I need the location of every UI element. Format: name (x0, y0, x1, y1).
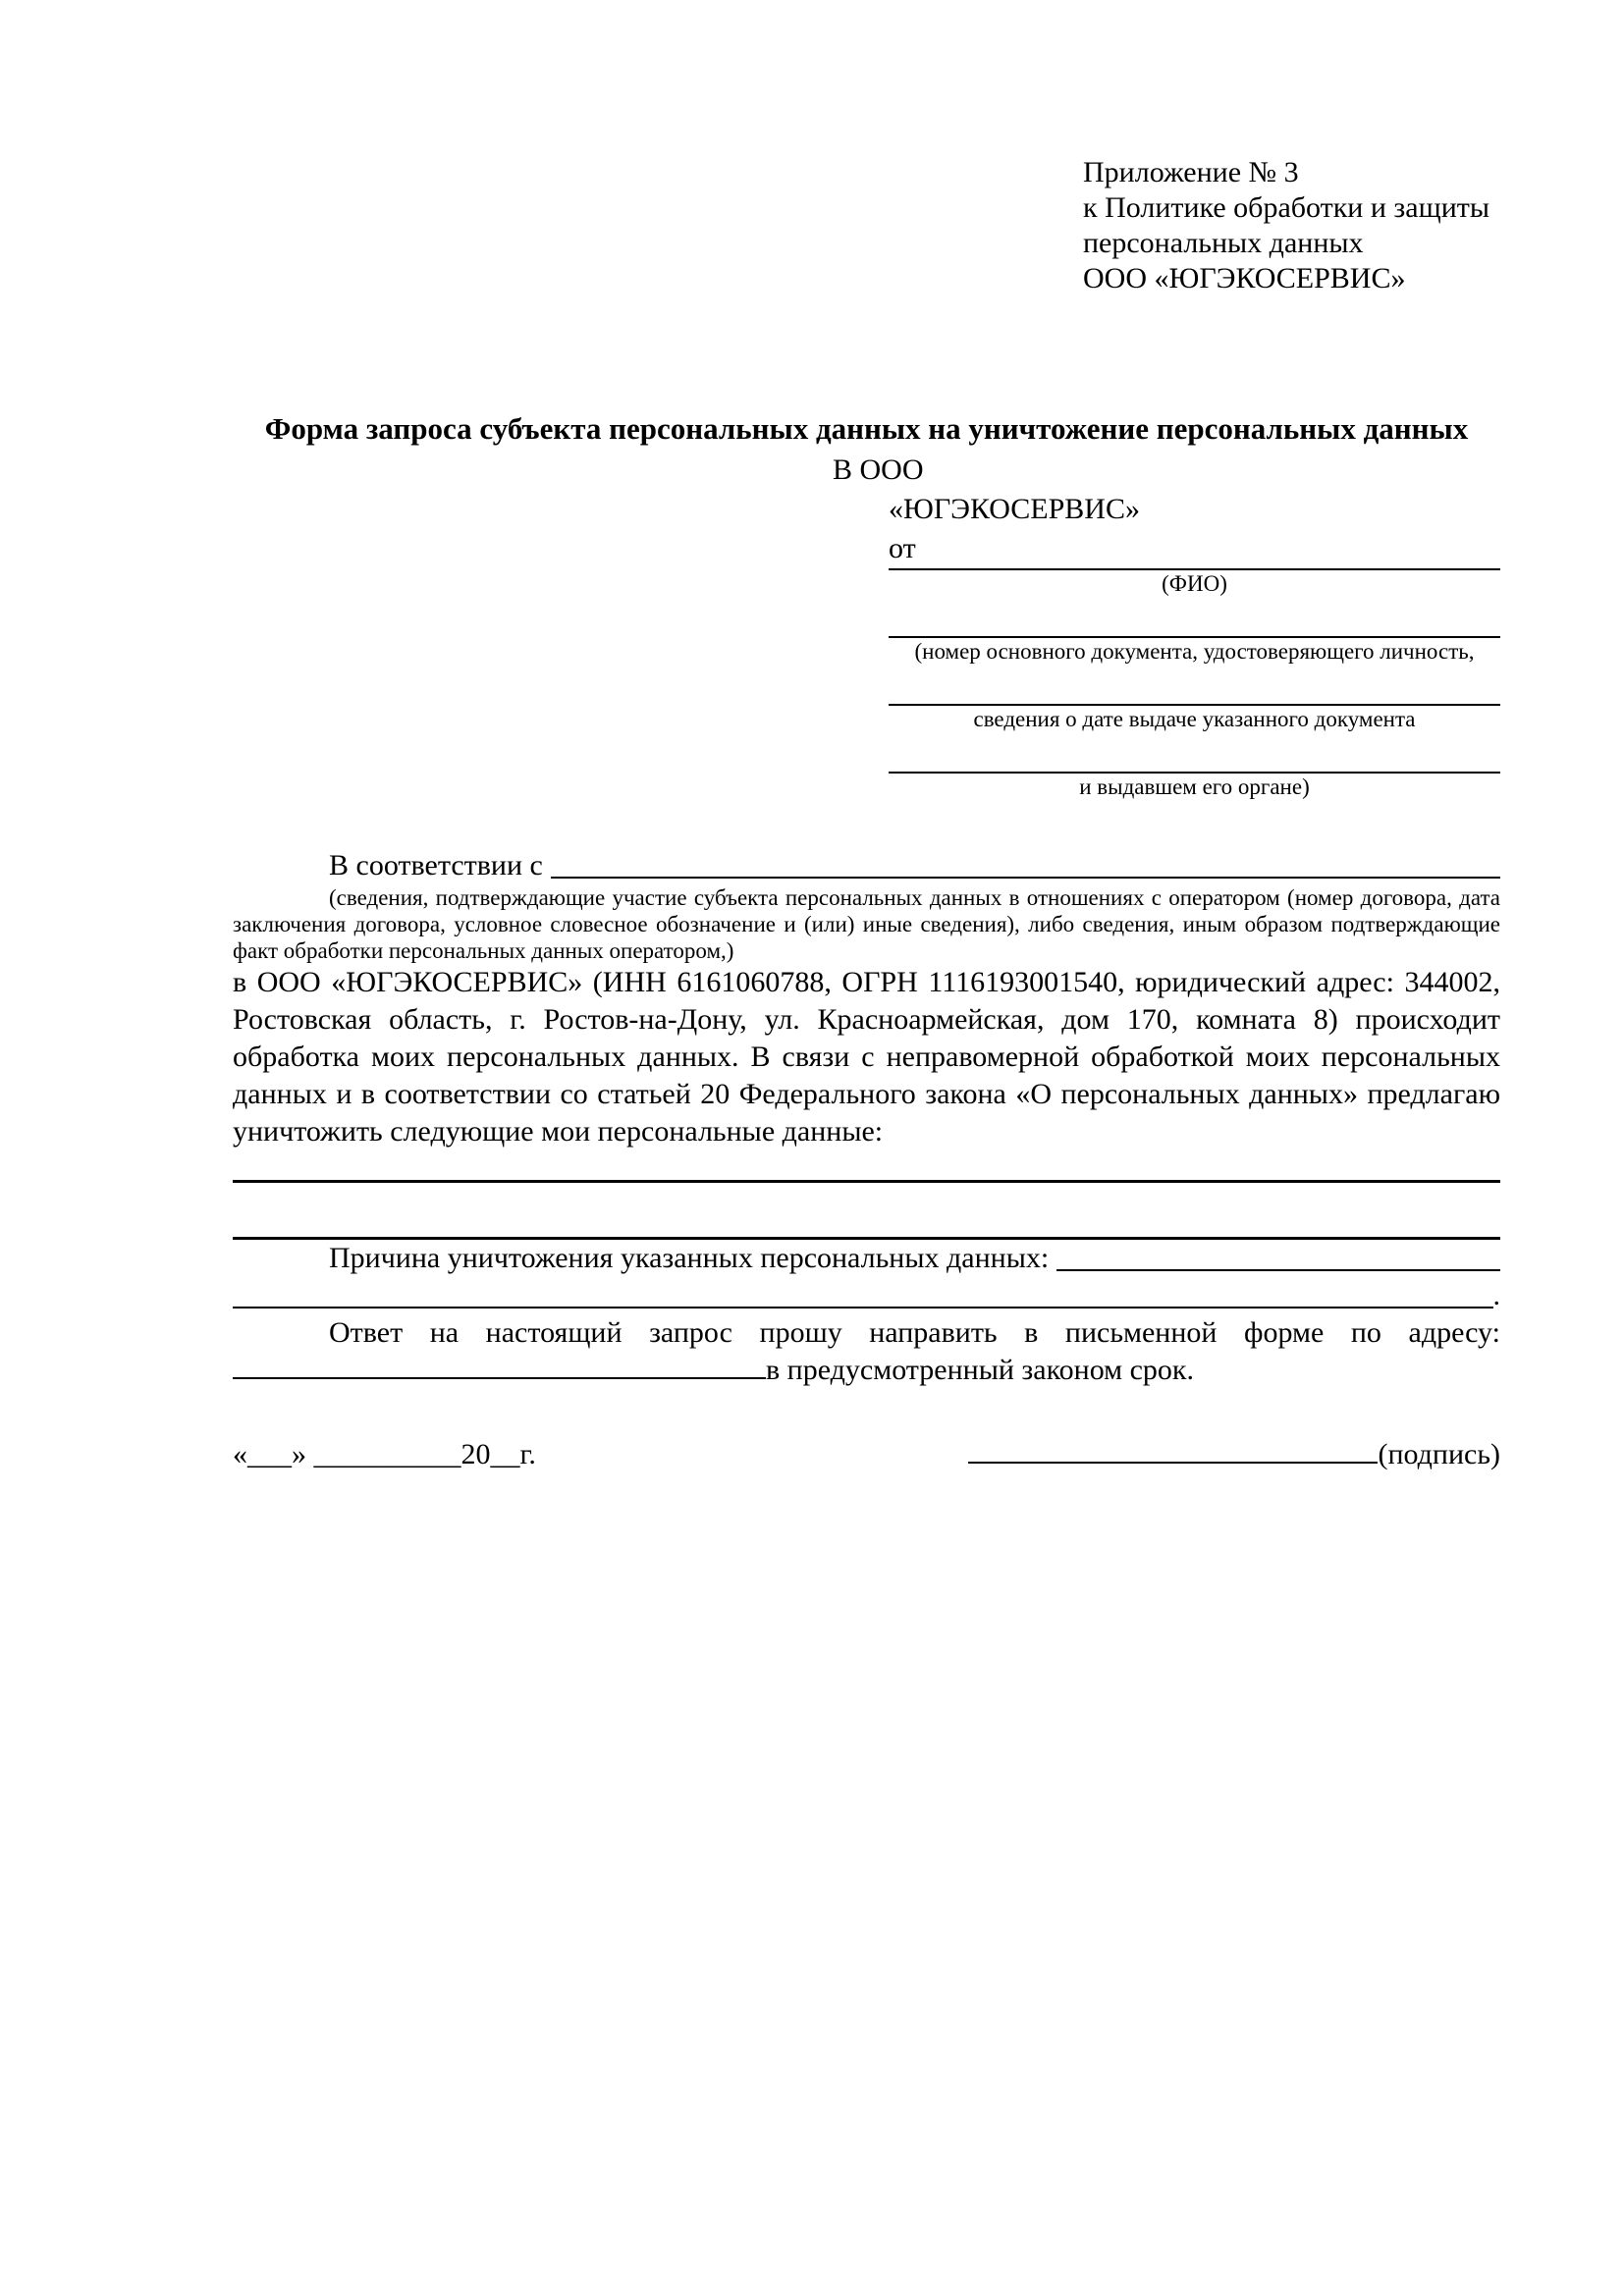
document-title: Форма запроса субъекта персональных данных на уничтожение персональных данных (264, 411, 1469, 446)
date-field[interactable]: «___» __________20__г. (233, 1438, 536, 1470)
personal-data-input-line-1[interactable] (233, 1150, 1500, 1183)
signature-caption: (подпись) (1378, 1438, 1500, 1470)
document-number-caption: (номер основного документа, удостоверяющего личность, (914, 639, 1475, 664)
appendix-header-line: ООО «ЮГЭКОСЕРВИС» (1083, 262, 1406, 294)
reason-row (233, 1240, 1500, 1277)
addressee-from-label: от (889, 532, 916, 564)
accordance-note: (сведения, подтверждающие участие субъекта персональных данных в отношениях с оператором (номер договора, дата заключения договора, условное словесное обозначение и (или) иные сведения), либо сведения, иным образом подтверждающие факт обработки персональных данных оператором,) (233, 885, 1500, 963)
signature-group (968, 1436, 1500, 1473)
response-tail: в предусмотренный законом срок. (766, 1354, 1194, 1386)
reason-period: . (1492, 1279, 1500, 1311)
accordance-lead: В соответствии с (329, 849, 543, 881)
addressee-intro: В ООО (833, 454, 924, 486)
fio-caption: (ФИО) (1162, 571, 1227, 596)
reason-input-line-2[interactable] (233, 1277, 1493, 1308)
signature-input-line[interactable] (968, 1462, 1378, 1464)
accordance-input-line[interactable] (551, 847, 1500, 879)
addressee-org: «ЮГЭКОСЕРВИС» (889, 493, 1140, 525)
address-input-line[interactable] (233, 1377, 766, 1379)
appendix-header (1083, 155, 1500, 296)
appendix-header-line: к Политике обработки и защиты (1083, 191, 1490, 224)
issue-date-caption: сведения о дате выдаче указанного документа (973, 707, 1416, 731)
issuing-authority-caption: и выдавшем его органе) (1079, 774, 1310, 799)
appendix-header-line: Приложение № 3 (1083, 156, 1299, 188)
addressee-block (233, 451, 1500, 800)
response-lead: Ответ на настоящий запрос прошу направить в письменной форме по адресу: (329, 1316, 1500, 1349)
reason-lead: Причина уничтожения указанных персональных данных: (329, 1242, 1050, 1274)
signature-footer (233, 1436, 1500, 1473)
body-paragraph: в ООО «ЮГЭКОСЕРВИС» (ИНН 6161060788, ОГРН 1116193001540, юридический адрес: 344002, Ростовская область, г. Ростов-на-Дону, ул. Красноармейская, дом 170, комната 8) происходит обработка моих персональных данных. В связи с неправомерной обработкой моих персональных данных и в соответствии со статьей 20 Федерального закона «О персональных данных» предлагаю уничтожить следующие мои персональные данные: (233, 966, 1500, 1148)
reason-input-line-1[interactable] (1056, 1240, 1500, 1271)
appendix-header-line: персональных данных (1083, 227, 1364, 259)
personal-data-input-line-2[interactable] (233, 1183, 1500, 1240)
response-paragraph (233, 1314, 1500, 1389)
reason-continuation-row (233, 1277, 1500, 1314)
accordance-row (233, 847, 1500, 884)
